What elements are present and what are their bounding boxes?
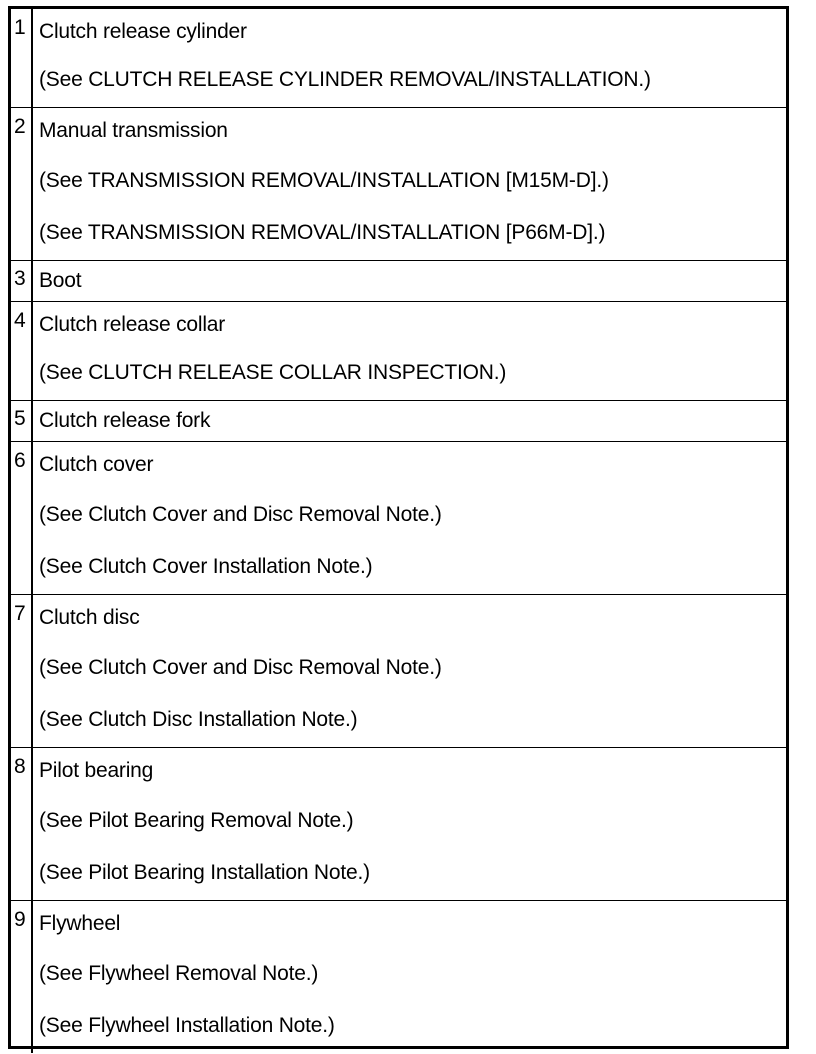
reference-note: (See TRANSMISSION REMOVAL/INSTALLATION [P66M-D].)	[39, 221, 606, 244]
table-row	[11, 442, 786, 595]
step-description-cell	[33, 9, 786, 107]
part-name: Clutch release cylinder	[39, 20, 247, 43]
step-number-cell	[11, 748, 33, 900]
part-name: Clutch release fork	[39, 409, 211, 432]
table-row	[11, 595, 786, 748]
table-row	[11, 401, 786, 442]
step-description-cell	[33, 401, 786, 441]
reference-note: (See CLUTCH RELEASE CYLINDER REMOVAL/INSTALLATION.)	[39, 68, 651, 91]
step-description-cell	[33, 442, 786, 594]
step-number-cell	[11, 108, 33, 260]
reference-note: (See Clutch Cover and Disc Removal Note.)	[39, 503, 442, 526]
part-name: Clutch release collar	[39, 313, 226, 336]
step-description-cell	[33, 748, 786, 900]
step-description-cell	[33, 261, 786, 301]
step-number: 7	[14, 602, 26, 625]
table-row	[11, 261, 786, 302]
part-name: Clutch cover	[39, 453, 154, 476]
procedure-table	[8, 6, 789, 1049]
step-number-cell	[11, 401, 33, 441]
step-number: 9	[14, 908, 26, 931]
step-description-cell	[33, 302, 786, 400]
step-description-cell	[33, 901, 786, 1053]
step-number: 5	[14, 407, 26, 430]
part-name: Pilot bearing	[39, 759, 154, 782]
reference-note: (See Flywheel Installation Note.)	[39, 1014, 335, 1037]
step-number: 1	[14, 16, 26, 39]
step-number-cell	[11, 261, 33, 301]
part-name: Flywheel	[39, 912, 121, 935]
reference-note: (See CLUTCH RELEASE COLLAR INSPECTION.)	[39, 361, 507, 384]
step-number: 3	[14, 267, 26, 290]
part-name: Clutch disc	[39, 606, 140, 629]
step-number-cell	[11, 442, 33, 594]
reference-note: (See Clutch Disc Installation Note.)	[39, 708, 358, 731]
reference-note: (See Pilot Bearing Removal Note.)	[39, 809, 354, 832]
reference-note: (See Pilot Bearing Installation Note.)	[39, 861, 370, 884]
step-description-cell	[33, 108, 786, 260]
table-row	[11, 9, 786, 108]
step-number: 6	[14, 449, 26, 472]
reference-note: (See TRANSMISSION REMOVAL/INSTALLATION [M15M-D].)	[39, 169, 609, 192]
step-number: 8	[14, 755, 26, 778]
step-number-cell	[11, 901, 33, 1053]
step-number: 4	[14, 309, 26, 332]
reference-note: (See Clutch Cover Installation Note.)	[39, 555, 373, 578]
step-number: 2	[14, 115, 26, 138]
part-name: Manual transmission	[39, 119, 228, 142]
step-number-cell	[11, 9, 33, 107]
step-number-cell	[11, 595, 33, 747]
table-row	[11, 108, 786, 261]
reference-note: (See Flywheel Removal Note.)	[39, 962, 319, 985]
table-row	[11, 302, 786, 401]
step-description-cell	[33, 595, 786, 747]
table-row	[11, 901, 786, 1053]
step-number-cell	[11, 302, 33, 400]
part-name: Boot	[39, 269, 82, 292]
table-row	[11, 748, 786, 901]
reference-note: (See Clutch Cover and Disc Removal Note.)	[39, 656, 442, 679]
